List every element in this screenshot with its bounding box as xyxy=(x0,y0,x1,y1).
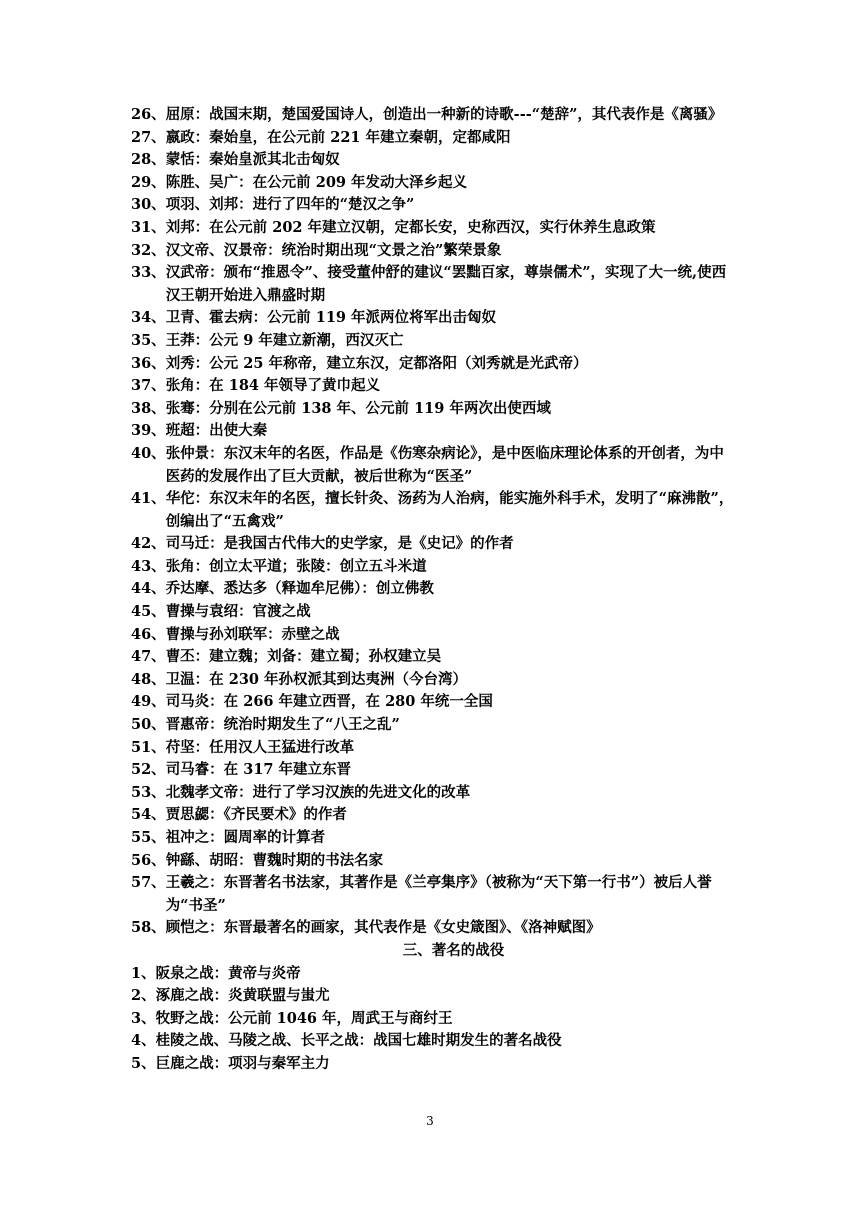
item-number: 55、 xyxy=(131,829,166,846)
list-item xyxy=(131,488,736,533)
item-text: 桂陵之战、马陵之战、长平之战：战国七雄时期发生的著名战役 xyxy=(155,1032,562,1050)
list-item xyxy=(131,917,736,940)
item-text: 曹操与孙刘联军：赤壁之战 xyxy=(165,625,340,643)
item-number: 4、 xyxy=(131,1032,156,1050)
item-number: 32、 xyxy=(131,241,166,259)
item-text: 汉武帝：颁布“推恩令”、接受董仲舒的建议“罢黜百家，尊崇儒术”，实现了大一统,使西汉王朝开始进入鼎盛时期 xyxy=(165,264,727,304)
item-number: 34、 xyxy=(131,309,166,327)
item-number: 31、 xyxy=(131,218,166,236)
item-text: 张骞：分别在公元前 138 年、公元前 119 年两次出使西域 xyxy=(165,399,551,417)
item-number: 48、 xyxy=(131,670,166,688)
list-item xyxy=(131,646,736,669)
item-number: 26、 xyxy=(131,106,166,123)
list-item xyxy=(131,669,736,692)
list-item xyxy=(131,963,736,986)
item-text: 涿鹿之战：炎黄联盟与蚩尤 xyxy=(155,987,330,1005)
item-text: 项羽、刘邦：进行了四年的“楚汉之争” xyxy=(165,196,415,214)
item-text: 卫温：在 230 年孙权派其到达夷洲（今台湾） xyxy=(165,670,468,688)
item-number: 54、 xyxy=(131,806,166,824)
item-text: 刘邦：在公元前 202 年建立汉朝，定都长安，史称西汉，实行休养生息政策 xyxy=(165,218,656,236)
item-number: 47、 xyxy=(131,648,166,666)
item-number: 45、 xyxy=(131,603,166,621)
item-number: 57、 xyxy=(131,874,166,892)
battles-list xyxy=(131,963,736,1076)
item-number: 35、 xyxy=(131,331,166,349)
item-number: 56、 xyxy=(131,851,166,869)
list-item xyxy=(131,578,736,601)
item-number: 5、 xyxy=(131,1054,156,1072)
item-text: 华佗：东汉末年的名医，擅长针灸、汤药为人治病，能实施外科手术，发明了“麻沸散”，创编出了“五禽戏” xyxy=(165,490,734,530)
item-text: 阪泉之战：黄帝与炎帝 xyxy=(155,964,301,982)
item-text: 祖冲之：圆周率的计算者 xyxy=(165,829,326,846)
item-text: 卫青、霍去病：公元前 119 年派两位将军出击匈奴 xyxy=(165,309,497,327)
item-text: 巨鹿之战：项羽与秦军主力 xyxy=(155,1054,330,1072)
list-item xyxy=(131,782,736,805)
item-number: 28、 xyxy=(131,151,166,169)
list-item xyxy=(131,714,736,737)
item-text: 张仲景：东汉末年的名医，作品是《伤寒杂病论》，是中医临床理论体系的开创者，为中医药的发展作出了巨大贡献，被后世称为“医圣” xyxy=(165,444,724,485)
list-item xyxy=(131,737,736,760)
item-text: 曹丕：建立魏；刘备：建立蜀；孙权建立吴 xyxy=(165,648,442,666)
item-number: 46、 xyxy=(131,625,166,643)
item-number: 42、 xyxy=(131,535,166,553)
list-item xyxy=(131,804,736,827)
list-item xyxy=(131,262,736,307)
item-text: 钟繇、胡昭：曹魏时期的书法名家 xyxy=(165,851,384,869)
item-number: 33、 xyxy=(131,264,166,282)
list-item xyxy=(131,1008,736,1031)
page-number: 3 xyxy=(426,1114,434,1128)
item-text: 张角：创立太平道；张陵：创立五斗米道 xyxy=(165,557,427,575)
list-item xyxy=(131,127,736,150)
item-number: 51、 xyxy=(131,738,166,756)
item-number: 40、 xyxy=(131,444,166,462)
item-number: 39、 xyxy=(131,422,166,440)
list-item xyxy=(131,985,736,1008)
list-item xyxy=(131,601,736,624)
item-text: 屈原：战国末期，楚国爱国诗人，创造出一种新的诗歌---“楚辞”，其代表作是《离骚》 xyxy=(165,106,723,123)
list-item xyxy=(131,556,736,579)
item-number: 29、 xyxy=(131,173,166,191)
list-item xyxy=(131,443,736,488)
list-item xyxy=(131,533,736,556)
item-number: 41、 xyxy=(131,490,166,508)
item-text: 顾恺之：东晋最著名的画家，其代表作是《女史箴图》、《洛神赋图》 xyxy=(165,919,601,937)
item-number: 49、 xyxy=(131,693,166,711)
item-text: 司马睿：在 317 年建立东晋 xyxy=(165,761,352,779)
list-item xyxy=(131,850,736,873)
item-number: 27、 xyxy=(131,128,166,146)
list-item xyxy=(131,691,736,714)
item-number: 36、 xyxy=(131,354,166,372)
list-item xyxy=(131,217,736,240)
item-number: 3、 xyxy=(131,1009,156,1027)
item-number: 30、 xyxy=(131,196,166,214)
list-item xyxy=(131,398,736,421)
item-number: 50、 xyxy=(131,716,166,734)
item-text: 贾思勰：《齐民要术》的作者 xyxy=(165,806,347,824)
item-number: 53、 xyxy=(131,783,166,801)
item-text: 汉文帝、汉景帝：统治时期出现“文景之治”繁荣景象 xyxy=(165,241,502,259)
item-number: 43、 xyxy=(131,557,166,575)
item-number: 37、 xyxy=(131,377,166,395)
item-text: 王莽：公元 9 年建立新潮，西汉灭亡 xyxy=(165,331,404,349)
list-item xyxy=(131,172,736,195)
content-body xyxy=(131,104,736,1076)
item-text: 班超：出使大秦 xyxy=(165,422,268,440)
list-item xyxy=(131,330,736,353)
list-item xyxy=(131,872,736,917)
item-text: 张角：在 184 年领导了黄巾起义 xyxy=(165,377,381,395)
item-number: 52、 xyxy=(131,761,166,779)
list-item xyxy=(131,104,736,127)
item-text: 王羲之：东晋著名书法家，其著作是《兰亭集序》（被称为“天下第一行书”）被后人誉为“书圣” xyxy=(165,874,712,914)
section-heading: 三、著名的战役 xyxy=(402,941,505,959)
list-item xyxy=(131,420,736,443)
list-item xyxy=(131,307,736,330)
item-text: 司马迁：是我国古代伟大的史学家，是《史记》的作者 xyxy=(165,535,514,553)
item-text: 苻坚：任用汉人王猛进行改革 xyxy=(165,738,355,756)
list-item xyxy=(131,1053,736,1076)
figures-list xyxy=(131,104,736,940)
list-item xyxy=(131,759,736,782)
item-number: 44、 xyxy=(131,580,166,598)
list-item xyxy=(131,624,736,647)
list-item xyxy=(131,240,736,263)
list-item xyxy=(131,353,736,376)
item-text: 刘秀：公元 25 年称帝，建立东汉，定都洛阳（刘秀就是光武帝） xyxy=(165,354,588,372)
item-text: 乔达摩、悉达多（释迦牟尼佛）：创立佛教 xyxy=(165,580,434,598)
item-number: 1、 xyxy=(131,964,156,982)
item-text: 曹操与袁绍：官渡之战 xyxy=(165,603,311,621)
item-text: 北魏孝文帝：进行了学习汉族的先进文化的改革 xyxy=(165,783,471,801)
item-text: 陈胜、吴广：在公元前 209 年发动大泽乡起义 xyxy=(165,173,468,191)
item-text: 蒙恬：秦始皇派其北击匈奴 xyxy=(165,151,340,169)
item-number: 58、 xyxy=(131,919,166,937)
item-text: 晋惠帝：统治时期发生了“八王之乱” xyxy=(165,716,400,734)
item-text: 牧野之战：公元前 1046 年，周武王与商纣王 xyxy=(155,1009,453,1027)
list-item xyxy=(131,375,736,398)
list-item xyxy=(131,827,736,850)
item-text: 嬴政：秦始皇，在公元前 221 年建立秦朝，定都咸阳 xyxy=(165,128,511,146)
list-item xyxy=(131,194,736,217)
list-item xyxy=(131,1030,736,1053)
list-item xyxy=(131,149,736,172)
item-number: 2、 xyxy=(131,987,156,1005)
item-text: 司马炎：在 266 年建立西晋，在 280 年统一全国 xyxy=(165,693,493,711)
item-number: 38、 xyxy=(131,399,166,417)
